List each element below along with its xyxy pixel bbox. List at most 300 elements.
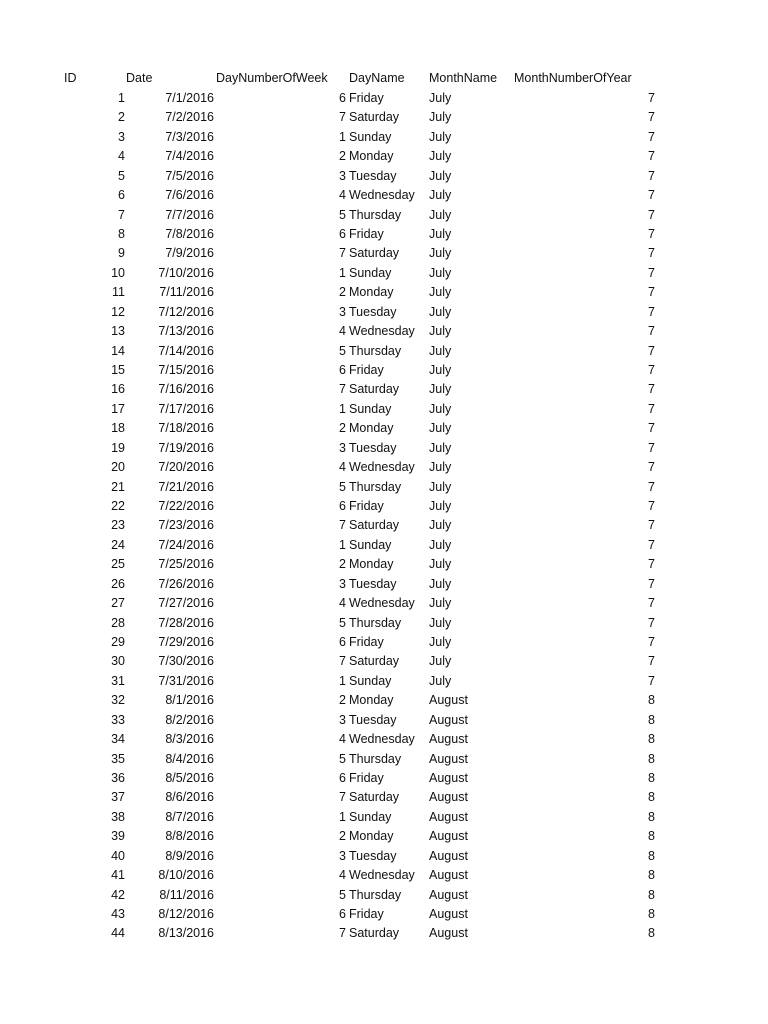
cell-month-name: August [429,712,468,727]
cell-day-number-of-week: 7 [339,926,346,941]
cell-day-number-of-week: 3 [339,576,346,591]
cell-day-name: Friday [349,907,384,922]
cell-day-number-of-week: 3 [339,848,346,863]
cell-month-number-of-year: 7 [648,304,655,319]
cell-day-number-of-week: 4 [339,732,346,747]
cell-day-name: Tuesday [349,848,397,863]
cell-id: 30 [111,654,125,669]
table-row [0,847,768,866]
cell-id: 35 [111,751,125,766]
cell-month-name: July [429,324,452,339]
cell-date: 8/4/2016 [165,751,214,766]
cell-day-name: Thursday [349,615,402,630]
cell-day-name: Friday [349,227,384,241]
cell-month-number-of-year: 7 [648,129,655,144]
cell-date: 7/5/2016 [165,168,214,183]
cell-month-number-of-year: 7 [648,91,655,105]
cell-day-number-of-week: 2 [339,149,346,164]
cell-month-number-of-year: 8 [648,790,655,805]
table-row [0,147,768,166]
cell-month-name: July [429,285,452,300]
cell-month-number-of-year: 7 [648,149,655,164]
table-row [0,905,768,924]
cell-month-name: July [429,265,452,280]
header-month-number-of-year: MonthNumberOfYear [514,71,632,85]
cell-day-name: Sunday [349,401,392,416]
cell-id: 20 [111,460,125,475]
cell-date: 7/12/2016 [158,304,214,319]
cell-day-number-of-week: 7 [339,654,346,669]
cell-month-name: July [429,246,452,261]
cell-day-name: Wednesday [349,188,415,203]
cell-month-number-of-year: 8 [648,868,655,883]
cell-day-name: Saturday [349,654,400,669]
cell-day-name: Sunday [349,537,392,552]
cell-day-number-of-week: 2 [339,421,346,436]
cell-id: 3 [118,129,125,144]
cell-month-number-of-year: 7 [648,615,655,630]
cell-day-name: Friday [349,363,384,378]
table-row [0,419,768,438]
cell-id: 7 [118,207,125,222]
cell-month-number-of-year: 8 [648,732,655,747]
cell-day-name: Saturday [349,926,400,941]
cell-id: 22 [111,499,125,514]
cell-day-number-of-week: 7 [339,246,346,261]
cell-day-name: Tuesday [349,304,397,319]
cell-month-name: July [429,343,452,358]
cell-date: 7/18/2016 [158,421,214,436]
table-row [0,594,768,613]
cell-date: 8/9/2016 [165,848,214,863]
cell-day-number-of-week: 3 [339,712,346,727]
cell-month-name: August [429,848,468,863]
cell-month-number-of-year: 7 [648,324,655,339]
cell-day-number-of-week: 6 [339,635,346,650]
cell-day-number-of-week: 6 [339,227,346,241]
cell-day-name: Friday [349,499,384,514]
cell-day-number-of-week: 4 [339,868,346,883]
cell-id: 42 [111,887,125,902]
cell-id: 28 [111,615,125,630]
cell-day-name: Monday [349,149,394,164]
table-row [0,866,768,885]
cell-month-number-of-year: 7 [648,673,655,688]
table-row [0,633,768,652]
cell-id: 8 [118,227,125,241]
cell-month-name: July [429,576,452,591]
cell-month-name: August [429,732,468,747]
header-month-name: MonthName [429,71,498,85]
cell-month-number-of-year: 7 [648,265,655,280]
cell-month-number-of-year: 7 [648,363,655,378]
cell-month-number-of-year: 7 [648,499,655,514]
cell-day-name: Monday [349,693,394,708]
table-row [0,361,768,380]
cell-date: 8/11/2016 [159,887,214,902]
cell-id: 27 [111,596,125,611]
table-row [0,225,768,244]
table-row [0,322,768,341]
cell-id: 38 [111,809,125,824]
cell-day-name: Sunday [349,673,392,688]
cell-id: 26 [111,576,125,591]
table-row [0,283,768,302]
cell-day-name: Monday [349,285,394,300]
cell-day-number-of-week: 3 [339,304,346,319]
cell-month-number-of-year: 8 [648,809,655,824]
cell-month-number-of-year: 7 [648,207,655,222]
cell-day-number-of-week: 1 [339,809,346,824]
cell-date: 7/2/2016 [165,110,214,125]
cell-month-number-of-year: 8 [648,751,655,766]
cell-day-number-of-week: 1 [339,129,346,144]
cell-date: 8/7/2016 [165,809,214,824]
table-row [0,128,768,147]
table-row [0,808,768,827]
cell-id: 34 [111,732,125,747]
cell-month-name: July [429,654,452,669]
cell-date: 8/5/2016 [165,771,214,786]
cell-day-number-of-week: 2 [339,285,346,300]
cell-day-number-of-week: 5 [339,751,346,766]
cell-month-number-of-year: 7 [648,518,655,533]
cell-date: 7/30/2016 [158,654,214,669]
cell-month-number-of-year: 7 [648,421,655,436]
cell-day-name: Sunday [349,809,392,824]
cell-day-number-of-week: 7 [339,382,346,397]
cell-day-name: Wednesday [349,324,415,339]
cell-date: 7/25/2016 [158,557,214,572]
cell-id: 24 [111,537,125,552]
cell-month-name: July [429,401,452,416]
cell-day-number-of-week: 2 [339,829,346,844]
cell-day-number-of-week: 4 [339,324,346,339]
cell-month-name: August [429,907,468,922]
cell-id: 15 [111,363,125,378]
cell-day-number-of-week: 5 [339,887,346,902]
table-row [0,167,768,186]
table-row [0,206,768,225]
cell-day-name: Sunday [349,265,392,280]
cell-day-number-of-week: 6 [339,499,346,514]
cell-month-name: July [429,615,452,630]
cell-month-number-of-year: 7 [648,537,655,552]
cell-id: 23 [111,518,125,533]
cell-month-name: July [429,440,452,455]
cell-month-number-of-year: 7 [648,576,655,591]
cell-id: 44 [111,926,125,941]
cell-day-name: Saturday [349,518,400,533]
table-row [0,886,768,905]
cell-id: 4 [118,149,125,164]
table-row [0,342,768,361]
table-row [0,575,768,594]
cell-month-name: July [429,518,452,533]
cell-day-number-of-week: 6 [339,771,346,786]
table-row [0,89,768,108]
cell-id: 25 [111,557,125,572]
cell-day-name: Wednesday [349,460,415,475]
table-row [0,439,768,458]
cell-id: 39 [111,829,125,844]
cell-month-name: July [429,499,452,514]
cell-month-name: August [429,887,468,902]
cell-month-name: August [429,751,468,766]
cell-month-name: August [429,868,468,883]
cell-day-name: Saturday [349,382,400,397]
header-date: Date [126,71,153,85]
table-row [0,516,768,535]
cell-day-name: Thursday [349,479,402,494]
cell-month-number-of-year: 8 [648,693,655,708]
cell-day-number-of-week: 7 [339,518,346,533]
cell-date: 7/6/2016 [165,188,214,203]
cell-id: 9 [118,246,125,261]
cell-day-number-of-week: 5 [339,479,346,494]
cell-month-name: July [429,673,452,688]
cell-month-number-of-year: 7 [648,188,655,203]
cell-month-name: August [429,829,468,844]
table-row [0,400,768,419]
cell-day-number-of-week: 6 [339,91,346,105]
cell-month-name: July [429,479,452,494]
cell-date: 7/1/2016 [165,91,214,105]
cell-day-name: Monday [349,829,394,844]
cell-month-name: July [429,149,452,164]
cell-date: 7/4/2016 [165,149,214,164]
cell-day-number-of-week: 7 [339,110,346,125]
cell-date: 7/26/2016 [158,576,214,591]
cell-date: 8/3/2016 [165,732,214,747]
table-row [0,458,768,477]
cell-day-name: Saturday [349,110,400,125]
cell-day-name: Tuesday [349,576,397,591]
cell-month-number-of-year: 8 [648,926,655,941]
cell-month-number-of-year: 7 [648,343,655,358]
cell-month-number-of-year: 8 [648,907,655,922]
table-row [0,497,768,516]
cell-day-number-of-week: 7 [339,790,346,805]
cell-date: 7/31/2016 [158,673,214,688]
cell-day-number-of-week: 1 [339,265,346,280]
cell-day-number-of-week: 2 [339,557,346,572]
table-row [0,244,768,263]
cell-id: 31 [111,673,125,688]
cell-date: 7/8/2016 [165,227,214,241]
cell-date: 7/14/2016 [158,343,214,358]
cell-month-number-of-year: 7 [648,557,655,572]
cell-month-name: July [429,168,452,183]
cell-date: 7/21/2016 [158,479,214,494]
table-row [0,536,768,555]
cell-month-number-of-year: 7 [648,110,655,125]
cell-day-number-of-week: 5 [339,343,346,358]
cell-id: 37 [111,790,125,805]
cell-month-name: July [429,227,452,241]
cell-month-number-of-year: 7 [648,440,655,455]
cell-date: 8/2/2016 [165,712,214,727]
table-row [0,303,768,322]
cell-day-number-of-week: 1 [339,673,346,688]
cell-month-name: July [429,91,452,105]
cell-date: 7/13/2016 [158,324,214,339]
cell-date: 8/10/2016 [158,868,214,883]
cell-id: 36 [111,771,125,786]
cell-month-name: August [429,809,468,824]
cell-date: 7/20/2016 [158,460,214,475]
cell-date: 7/15/2016 [158,363,214,378]
cell-month-name: August [429,926,468,941]
cell-month-number-of-year: 8 [648,848,655,863]
cell-id: 13 [111,324,125,339]
cell-month-number-of-year: 8 [648,829,655,844]
cell-day-name: Tuesday [349,712,397,727]
cell-month-name: July [429,110,452,125]
cell-month-number-of-year: 7 [648,168,655,183]
cell-month-number-of-year: 7 [648,227,655,241]
cell-day-number-of-week: 5 [339,207,346,222]
cell-month-name: July [429,596,452,611]
cell-month-name: July [429,129,452,144]
cell-day-name: Sunday [349,129,392,144]
cell-day-number-of-week: 1 [339,537,346,552]
header-row [0,69,768,88]
cell-day-number-of-week: 4 [339,460,346,475]
cell-day-number-of-week: 4 [339,596,346,611]
cell-id: 29 [111,635,125,650]
cell-date: 7/24/2016 [158,537,214,552]
cell-id: 41 [111,868,125,883]
cell-date: 7/29/2016 [158,635,214,650]
table-row [0,711,768,730]
table-row [0,769,768,788]
table-row [0,672,768,691]
cell-id: 32 [111,693,125,708]
cell-day-name: Wednesday [349,732,415,747]
table-row [0,614,768,633]
table-row [0,652,768,671]
cell-month-number-of-year: 7 [648,246,655,261]
cell-day-number-of-week: 6 [339,363,346,378]
cell-date: 7/28/2016 [158,615,214,630]
cell-id: 2 [118,110,125,125]
cell-month-number-of-year: 7 [648,382,655,397]
cell-id: 10 [111,265,125,280]
cell-month-name: July [429,304,452,319]
cell-day-number-of-week: 4 [339,188,346,203]
cell-day-number-of-week: 3 [339,440,346,455]
cell-date: 7/3/2016 [165,129,214,144]
cell-id: 33 [111,712,125,727]
cell-month-number-of-year: 7 [648,479,655,494]
cell-id: 11 [112,285,125,300]
table-row [0,555,768,574]
cell-day-number-of-week: 3 [339,168,346,183]
header-id: ID [64,71,77,85]
cell-month-name: August [429,771,468,786]
cell-month-name: July [429,421,452,436]
cell-date: 8/13/2016 [158,926,214,941]
cell-id: 5 [118,168,125,183]
cell-day-name: Tuesday [349,168,397,183]
cell-day-number-of-week: 1 [339,401,346,416]
cell-id: 43 [111,907,125,922]
table-row [0,186,768,205]
cell-month-number-of-year: 7 [648,401,655,416]
cell-month-name: July [429,460,452,475]
table-row [0,691,768,710]
table-row [0,108,768,127]
cell-date: 8/8/2016 [165,829,214,844]
cell-id: 6 [118,188,125,203]
cell-month-name: July [429,382,452,397]
cell-day-name: Friday [349,91,384,105]
cell-day-name: Thursday [349,751,402,766]
cell-month-number-of-year: 7 [648,654,655,669]
cell-day-name: Friday [349,635,384,650]
cell-date: 8/6/2016 [165,790,214,805]
header-day-name: DayName [349,71,405,85]
cell-month-number-of-year: 8 [648,712,655,727]
cell-id: 12 [111,304,125,319]
cell-id: 1 [118,91,125,105]
cell-date: 7/22/2016 [158,499,214,514]
cell-id: 17 [111,401,125,416]
cell-day-name: Friday [349,771,384,786]
cell-day-number-of-week: 5 [339,615,346,630]
cell-date: 7/19/2016 [158,440,214,455]
cell-month-name: August [429,693,468,708]
cell-date: 7/10/2016 [158,265,214,280]
cell-month-name: July [429,207,452,222]
cell-month-number-of-year: 8 [648,771,655,786]
cell-day-name: Wednesday [349,868,415,883]
table-row [0,788,768,807]
cell-date: 7/11/2016 [159,285,214,300]
header-day-number-of-week: DayNumberOfWeek [216,71,328,85]
cell-day-name: Thursday [349,207,402,222]
cell-date: 7/17/2016 [158,401,214,416]
cell-id: 19 [111,440,125,455]
cell-month-number-of-year: 7 [648,596,655,611]
table-row [0,478,768,497]
cell-day-name: Monday [349,421,394,436]
cell-date: 7/23/2016 [158,518,214,533]
cell-id: 21 [111,479,125,494]
cell-month-name: July [429,537,452,552]
cell-day-name: Saturday [349,246,400,261]
cell-date: 7/27/2016 [158,596,214,611]
cell-month-name: August [429,790,468,805]
cell-day-name: Thursday [349,343,402,358]
cell-date: 8/12/2016 [158,907,214,922]
cell-day-name: Tuesday [349,440,397,455]
cell-day-name: Wednesday [349,596,415,611]
cell-month-number-of-year: 7 [648,460,655,475]
cell-date: 7/16/2016 [158,382,214,397]
table-row [0,750,768,769]
cell-id: 18 [111,421,125,436]
cell-id: 40 [111,848,125,863]
cell-date: 8/1/2016 [165,693,214,708]
cell-month-name: July [429,363,452,378]
cell-month-name: July [429,635,452,650]
cell-id: 14 [111,343,125,358]
cell-date: 7/7/2016 [165,207,214,222]
cell-month-number-of-year: 7 [648,635,655,650]
cell-day-number-of-week: 2 [339,693,346,708]
